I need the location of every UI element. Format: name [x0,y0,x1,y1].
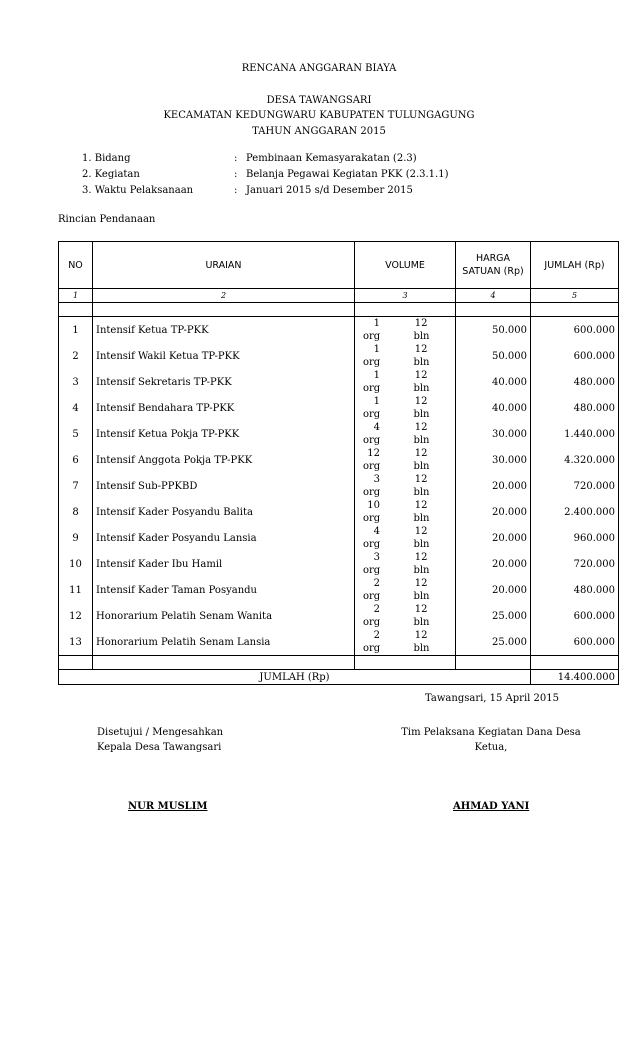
table-row [59,499,619,525]
row-jumlah: 480.000 [531,577,619,603]
volume-months: 12 [414,396,428,407]
volume-unit: org [363,643,381,654]
table-row [59,395,619,421]
volume-months: 12 [414,370,428,381]
row-volume [355,317,456,344]
approver-name: NUR MUSLIM [128,801,208,812]
volume-unit: org [363,591,381,602]
row-jumlah: 4.320.000 [531,447,619,473]
volume-unit: org [363,539,381,550]
volume-unit: org [363,565,381,576]
volume-qty: 1 [373,318,380,329]
volume-month-unit: bln [413,435,430,446]
column-index-row [59,289,619,303]
volume-month-unit: bln [413,487,430,498]
volume-month-unit: bln [413,513,430,524]
budget-year: TAHUN ANGGARAN 2015 [252,126,386,137]
row-uraian: Intensif Sekretaris TP-PKK [93,369,355,395]
row-harga: 25.000 [456,603,531,629]
volume-unit: org [363,409,381,420]
row-uraian: Honorarium Pelatih Senam Wanita [93,603,355,629]
row-volume [355,525,456,551]
row-volume [355,395,456,421]
volume-month-unit: bln [413,565,430,576]
table-row [59,421,619,447]
row-no: 10 [59,551,93,577]
row-no: 12 [59,603,93,629]
row-jumlah: 960.000 [531,525,619,551]
volume-month-unit: bln [413,643,430,654]
row-harga: 25.000 [456,629,531,656]
volume-unit: org [363,435,381,446]
table-row [59,369,619,395]
volume-month-unit: bln [413,591,430,602]
spacer-row [59,656,619,670]
row-harga: 20.000 [456,473,531,499]
row-harga: 40.000 [456,395,531,421]
executor-line2: Ketua, [474,742,508,753]
row-volume [355,603,456,629]
volume-month-unit: bln [413,331,430,342]
volume-month-unit: bln [413,383,430,394]
row-no: 3 [59,369,93,395]
volume-months: 12 [414,604,428,615]
volume-qty: 1 [373,370,380,381]
executor-line1: Tim Pelaksana Kegiatan Dana Desa [401,727,581,738]
row-volume [355,629,456,656]
row-jumlah: 2.400.000 [531,499,619,525]
volume-month-unit: bln [413,461,430,472]
column-index: 3 [355,289,456,303]
row-volume [355,421,456,447]
row-no: 7 [59,473,93,499]
info-sep-waktu: : [234,185,238,196]
volume-months: 12 [414,474,428,485]
row-jumlah: 720.000 [531,473,619,499]
column-index: 4 [456,289,531,303]
header-volume: VOLUME [355,242,456,289]
volume-unit: org [363,487,381,498]
table-row [59,525,619,551]
info-sep-bidang: : [234,153,238,164]
volume-unit: org [363,461,381,472]
table-row [59,603,619,629]
row-no: 13 [59,629,93,656]
info-label-waktu: 3. Waktu Pelaksanaan [82,185,194,196]
volume-qty: 10 [367,500,380,511]
row-jumlah: 600.000 [531,603,619,629]
info-value-bidang: Pembinaan Kemasyarakatan (2.3) [246,153,417,164]
volume-qty: 12 [367,448,380,459]
row-harga: 20.000 [456,577,531,603]
volume-unit: org [363,383,381,394]
row-harga: 30.000 [456,421,531,447]
table-row [59,629,619,656]
row-no: 2 [59,343,93,369]
volume-qty: 3 [373,474,380,485]
row-volume [355,447,456,473]
row-harga: 20.000 [456,499,531,525]
section-label: Rincian Pendanaan [58,214,156,225]
total-row [59,670,619,685]
table-row [59,343,619,369]
budget-table [58,241,619,685]
volume-qty: 4 [373,422,380,433]
row-uraian: Intensif Ketua TP-PKK [93,317,355,344]
volume-months: 12 [414,318,428,329]
row-jumlah: 480.000 [531,369,619,395]
info-label-bidang: 1. Bidang [82,153,131,164]
row-volume [355,369,456,395]
row-no: 6 [59,447,93,473]
row-jumlah: 720.000 [531,551,619,577]
volume-unit: org [363,617,381,628]
row-harga: 40.000 [456,369,531,395]
table-header-row [59,242,619,289]
row-harga: 20.000 [456,525,531,551]
volume-qty: 3 [373,552,380,563]
volume-month-unit: bln [413,409,430,420]
column-index: 1 [59,289,93,303]
row-no: 1 [59,317,93,344]
spacer-row [59,303,619,317]
document-title: RENCANA ANGGARAN BIAYA [241,63,397,74]
volume-unit: org [363,513,381,524]
header-harga [456,242,531,289]
row-harga: 30.000 [456,447,531,473]
volume-months: 12 [414,422,428,433]
volume-qty: 4 [373,526,380,537]
header-harga-line2: SATUAN (Rp) [462,266,524,277]
row-jumlah: 480.000 [531,395,619,421]
info-value-waktu: Januari 2015 s/d Desember 2015 [246,185,413,196]
row-jumlah: 600.000 [531,317,619,344]
row-uraian: Intensif Kader Posyandu Lansia [93,525,355,551]
table-row [59,551,619,577]
table-body [59,317,619,656]
volume-months: 12 [414,630,428,641]
info-value-kegiatan: Belanja Pegawai Kegiatan PKK (2.3.1.1) [246,169,449,180]
table-row [59,447,619,473]
header-uraian: URAIAN [93,242,355,289]
row-harga: 50.000 [456,343,531,369]
header-jumlah: JUMLAH (Rp) [531,242,619,289]
row-harga: 50.000 [456,317,531,344]
row-volume [355,343,456,369]
row-volume [355,473,456,499]
volume-months: 12 [414,344,428,355]
column-index: 2 [93,289,355,303]
district-name: KECAMATAN KEDUNGWARU KABUPATEN TULUNGAGUNG [163,110,475,121]
approver-line2: Kepala Desa Tawangsari [97,742,222,753]
volume-qty: 1 [373,396,380,407]
row-jumlah: 600.000 [531,343,619,369]
info-label-kegiatan: 2. Kegiatan [82,169,140,180]
row-jumlah: 1.440.000 [531,421,619,447]
row-no: 11 [59,577,93,603]
table-row [59,473,619,499]
volume-unit: org [363,331,381,342]
row-volume [355,577,456,603]
row-volume [355,551,456,577]
volume-qty: 2 [373,578,380,589]
row-no: 4 [59,395,93,421]
row-no: 5 [59,421,93,447]
row-uraian: Intensif Wakil Ketua TP-PKK [93,343,355,369]
table-row [59,317,619,344]
volume-month-unit: bln [413,357,430,368]
total-value: 14.400.000 [531,670,619,685]
row-uraian: Intensif Kader Ibu Hamil [93,551,355,577]
volume-months: 12 [414,526,428,537]
row-uraian: Intensif Sub-PPKBD [93,473,355,499]
executor-name: AHMAD YANI [453,801,530,812]
column-index: 5 [531,289,619,303]
row-uraian: Intensif Anggota Pokja TP-PKK [93,447,355,473]
row-uraian: Intensif Ketua Pokja TP-PKK [93,421,355,447]
volume-qty: 2 [373,604,380,615]
volume-months: 12 [414,552,428,563]
info-sep-kegiatan: : [234,169,238,180]
header-no: NO [59,242,93,289]
row-volume [355,499,456,525]
place-date: Tawangsari, 15 April 2015 [425,693,559,704]
table-row [59,577,619,603]
row-no: 8 [59,499,93,525]
row-uraian: Intensif Kader Posyandu Balita [93,499,355,525]
row-jumlah: 600.000 [531,629,619,656]
volume-qty: 1 [373,344,380,355]
volume-month-unit: bln [413,617,430,628]
volume-unit: org [363,357,381,368]
row-uraian: Intensif Kader Taman Posyandu [93,577,355,603]
row-no: 9 [59,525,93,551]
volume-months: 12 [414,448,428,459]
volume-months: 12 [414,500,428,511]
volume-qty: 2 [373,630,380,641]
header-harga-line1: HARGA [475,253,511,264]
approver-line1: Disetujui / Mengesahkan [97,727,224,738]
total-label: JUMLAH (Rp) [59,670,531,685]
row-uraian: Honorarium Pelatih Senam Lansia [93,629,355,656]
village-name: DESA TAWANGSARI [266,95,372,106]
volume-months: 12 [414,578,428,589]
volume-month-unit: bln [413,539,430,550]
row-harga: 20.000 [456,551,531,577]
row-uraian: Intensif Bendahara TP-PKK [93,395,355,421]
